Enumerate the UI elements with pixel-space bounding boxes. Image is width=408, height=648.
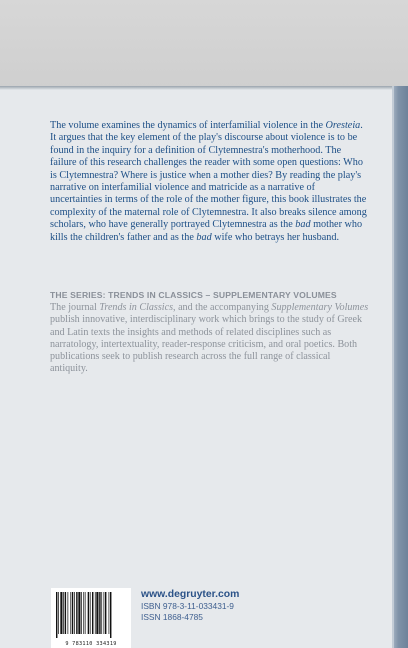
series-text: The journal xyxy=(50,302,100,313)
barcode-bar xyxy=(99,592,100,634)
barcode-bar xyxy=(110,592,111,638)
description-text: wife who betrays her husband. xyxy=(211,231,339,243)
description-text: The volume examines the dynamics of interfamilial violence in the xyxy=(50,120,326,131)
barcode-bar xyxy=(85,592,86,634)
series-text: , and the accompanying xyxy=(173,302,272,313)
series-journal-italic: Trends in Classics xyxy=(99,302,174,313)
isbn-number: ISBN 978-3-11-033431-9 xyxy=(141,601,234,611)
barcode-bar xyxy=(72,592,73,634)
barcode-bar xyxy=(95,592,96,634)
barcode-digits: 9 783110 334319 xyxy=(65,641,117,647)
series-heading: THE SERIES: TRENDS IN CLASSICS – SUPPLEMENTARY VOLUMES xyxy=(50,290,337,300)
barcode-bar xyxy=(70,592,71,634)
barcode-bars xyxy=(55,592,127,638)
book-description xyxy=(50,120,368,244)
spine-edge xyxy=(392,86,408,648)
publisher-info xyxy=(141,588,341,623)
barcode-bar xyxy=(60,592,62,634)
barcode-bar xyxy=(83,592,84,634)
description-emphasis: bad xyxy=(196,231,212,243)
description-title-italic: Oresteia xyxy=(325,120,361,131)
series-description xyxy=(50,302,370,376)
barcode-bar xyxy=(92,592,93,634)
barcode-bar xyxy=(56,592,57,638)
barcode-bar xyxy=(63,592,64,634)
top-band-shadow xyxy=(0,86,408,90)
barcode-bar xyxy=(104,592,105,634)
barcode-bar xyxy=(68,592,69,634)
description-text: . It argues that the key element of the play's discourse about violence is to be found in the inquiry for a definition of Clytemnestra's motherhood. The failure of this research challenges the reader with some open questions: Who is Clytemnestra? Where is justice when a mother dies? By reading the play's narrative on interfamilial violence and matricide as a narrative of uncertainties in terms of the role of the mother figure, this book illustrates the complexity of the maternal role of Clytemnestra. It also breaks silence among scholars, who have generally portrayed Clytemnestra as the xyxy=(50,120,367,231)
description-text: mother who kills the children's father and as the xyxy=(50,219,363,243)
publisher-url[interactable]: www.degruyter.com xyxy=(141,589,240,600)
barcode xyxy=(51,588,131,648)
barcode-bar xyxy=(90,592,91,634)
description-emphasis: bad xyxy=(295,219,311,231)
barcode-bar xyxy=(74,592,75,634)
issn-number: ISSN 1868-4785 xyxy=(141,612,203,622)
barcode-bar xyxy=(78,592,80,634)
barcode-bar xyxy=(58,592,59,634)
barcode-bar xyxy=(81,592,82,634)
barcode-bar xyxy=(105,592,106,634)
barcode-bar xyxy=(65,592,66,634)
top-band xyxy=(0,0,408,88)
barcode-bar xyxy=(76,592,77,634)
barcode-bar xyxy=(109,592,110,634)
barcode-bar xyxy=(88,592,89,634)
series-volumes-italic: Supplementary Volumes xyxy=(271,302,369,313)
series-text: publish innovative, interdisciplinary work which brings to the study of Greek and Latin texts the insights and methods of related disciplines such as narratology, intertextuality, reader-response criticism, and oral poetics. Both publications seek to publish research across the full range of classical antiquity. xyxy=(50,314,363,375)
barcode-bar xyxy=(101,592,102,634)
barcode-bar xyxy=(96,592,98,634)
